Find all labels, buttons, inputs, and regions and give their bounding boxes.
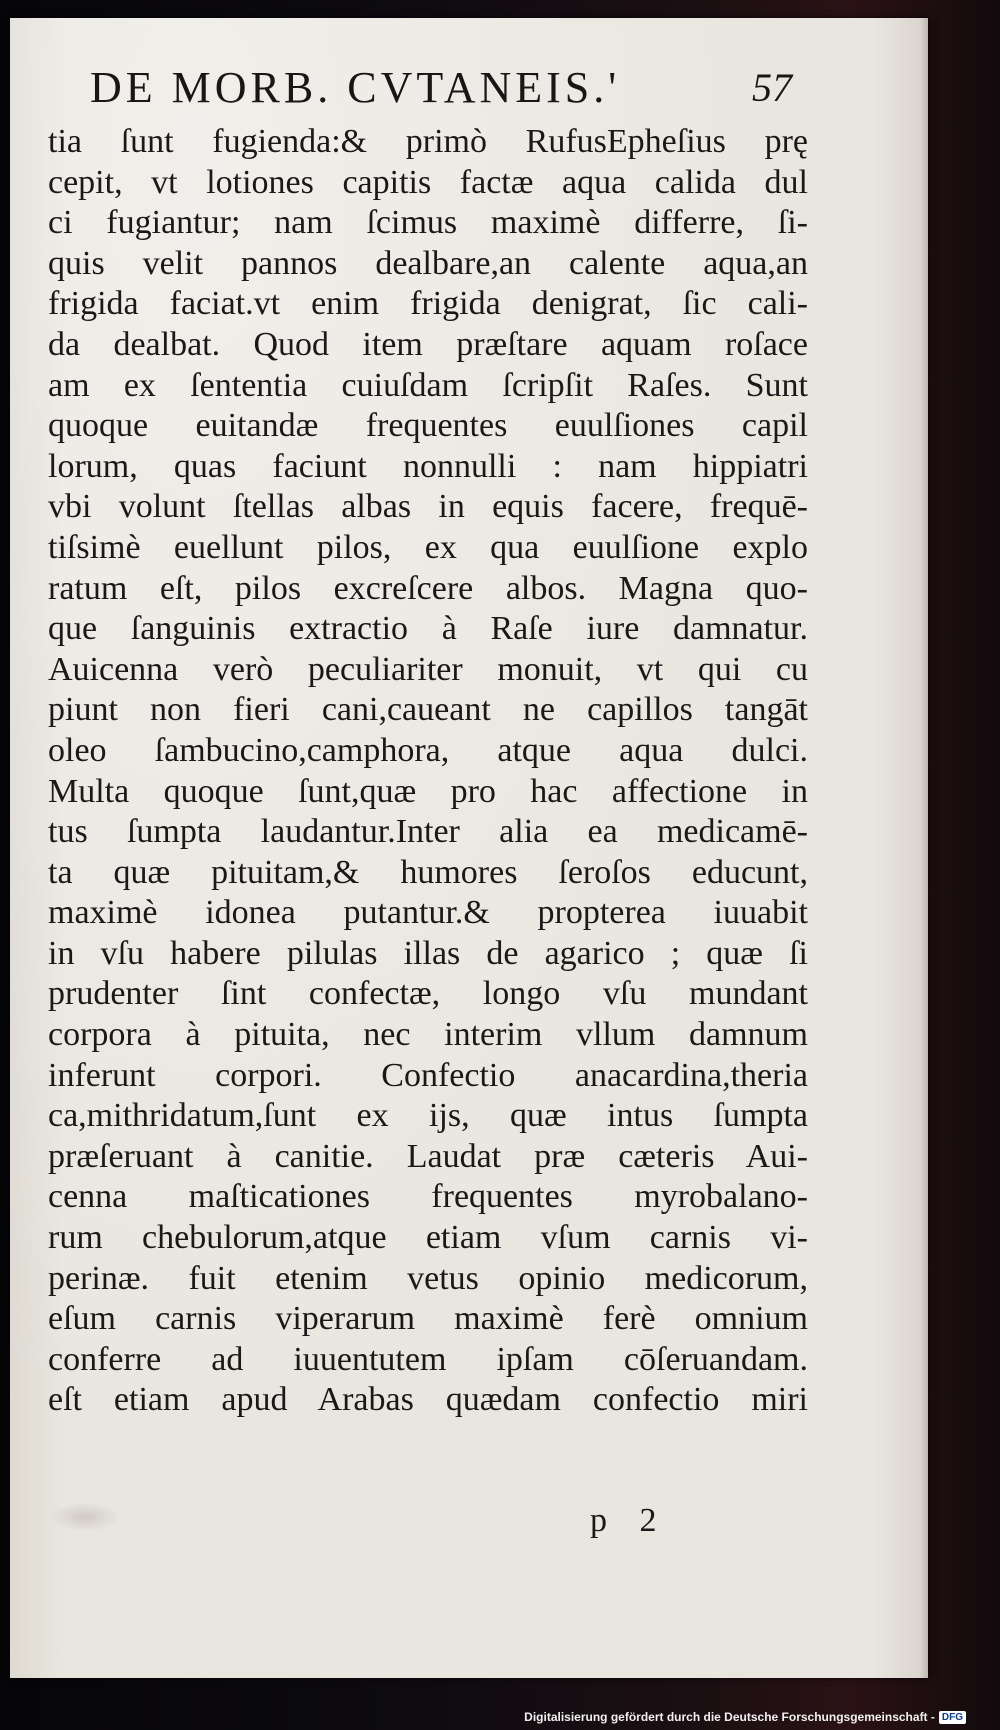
text-line: rum chebulorum,atque etiam vſum carnis vi- <box>48 1219 808 1257</box>
text-line: frigida faciat.vt enim frigida denigrat, ſic cali- <box>48 285 808 323</box>
text-line: vbi volunt ſtellas albas in equis facere, frequē- <box>48 488 808 526</box>
page-number: 57 <box>752 65 792 110</box>
body-text <box>48 122 808 1421</box>
text-line: eſt etiam apud Arabas quædam confectio miri <box>48 1381 808 1419</box>
show-through-smudge <box>50 1502 120 1532</box>
text-line: ta quæ pituitam,& humores ſeroſos educunt, <box>48 853 808 891</box>
text-line: quoque euitandæ frequentes euulſiones capil <box>48 407 808 445</box>
text-line: da dealbat. Quod item præſtare aquam roſace <box>48 325 808 363</box>
text-line: ratum eſt, pilos excreſcere albos. Magna quo- <box>48 569 808 607</box>
text-line: ca,mithridatum,ſunt ex ijs, quæ intus ſumpta <box>48 1097 808 1135</box>
text-line: piunt non fieri cani,caueant ne capillos tangāt <box>48 691 808 729</box>
text-line: quis velit pannos dealbare,an calente aqua,an <box>48 244 808 282</box>
text-line: præſeruant à canitie. Laudat præ cæteris Aui- <box>48 1137 808 1175</box>
footer-text: Digitalisierung gefördert durch die Deutsche Forschungsgemeinschaft - <box>524 1710 935 1724</box>
text-line: inferunt corpori. Confectio anacardina,theria <box>48 1056 808 1094</box>
book-page <box>10 18 928 1678</box>
text-line: eſum carnis viperarum maximè ferè omnium <box>48 1300 808 1338</box>
text-line: cepit, vt lotiones capitis factæ aqua calida dul <box>48 163 808 201</box>
text-line: lorum, quas faciunt nonnulli : nam hippiatri <box>48 447 808 485</box>
text-line: perinæ. fuit etenim vetus opinio medicorum, <box>48 1259 808 1297</box>
dfg-logo: DFG <box>939 1711 966 1724</box>
page-edge-shadow <box>920 18 940 1678</box>
text-line: maximè idonea putantur.& propterea iuuabit <box>48 894 808 932</box>
text-line: in vſu habere pilulas illas de agarico ; quæ ſi <box>48 934 808 972</box>
text-line: prudenter ſint confectæ, longo vſu mundant <box>48 975 808 1013</box>
text-line: Multa quoque ſunt,quæ pro hac affectione in <box>48 772 808 810</box>
signature-mark: p 2 <box>590 1502 657 1539</box>
digitization-footer <box>524 1710 966 1724</box>
text-line: tia ſunt fugienda:& primò RufusEpheſius prę <box>48 123 808 160</box>
text-line: Auicenna verò peculiariter monuit, vt qui cu <box>48 650 808 688</box>
text-line: oleo ſambucino,camphora, atque aqua dulci. <box>48 731 808 769</box>
text-line: am ex ſententia cuiuſdam ſcripſit Raſes. Sunt <box>48 366 808 404</box>
text-line: ci fugiantur; nam ſcimus maximè differre, ſi- <box>48 204 808 242</box>
text-line: conferre ad iuuentutem ipſam cōſeruandam. <box>48 1340 808 1378</box>
text-line: tiſsimè euellunt pilos, ex qua euulſione explo <box>48 528 808 566</box>
text-line: cenna maſticationes frequentes myrobalano- <box>48 1178 808 1216</box>
running-head: DE MORB. CVTANEIS.' <box>90 63 621 112</box>
text-line: tus ſumpta laudantur.Inter alia ea medicamē- <box>48 813 808 851</box>
text-line: corpora à pituita, nec interim vllum damnum <box>48 1016 808 1054</box>
text-line: que ſanguinis extractio à Raſe iure damnatur. <box>48 610 808 648</box>
